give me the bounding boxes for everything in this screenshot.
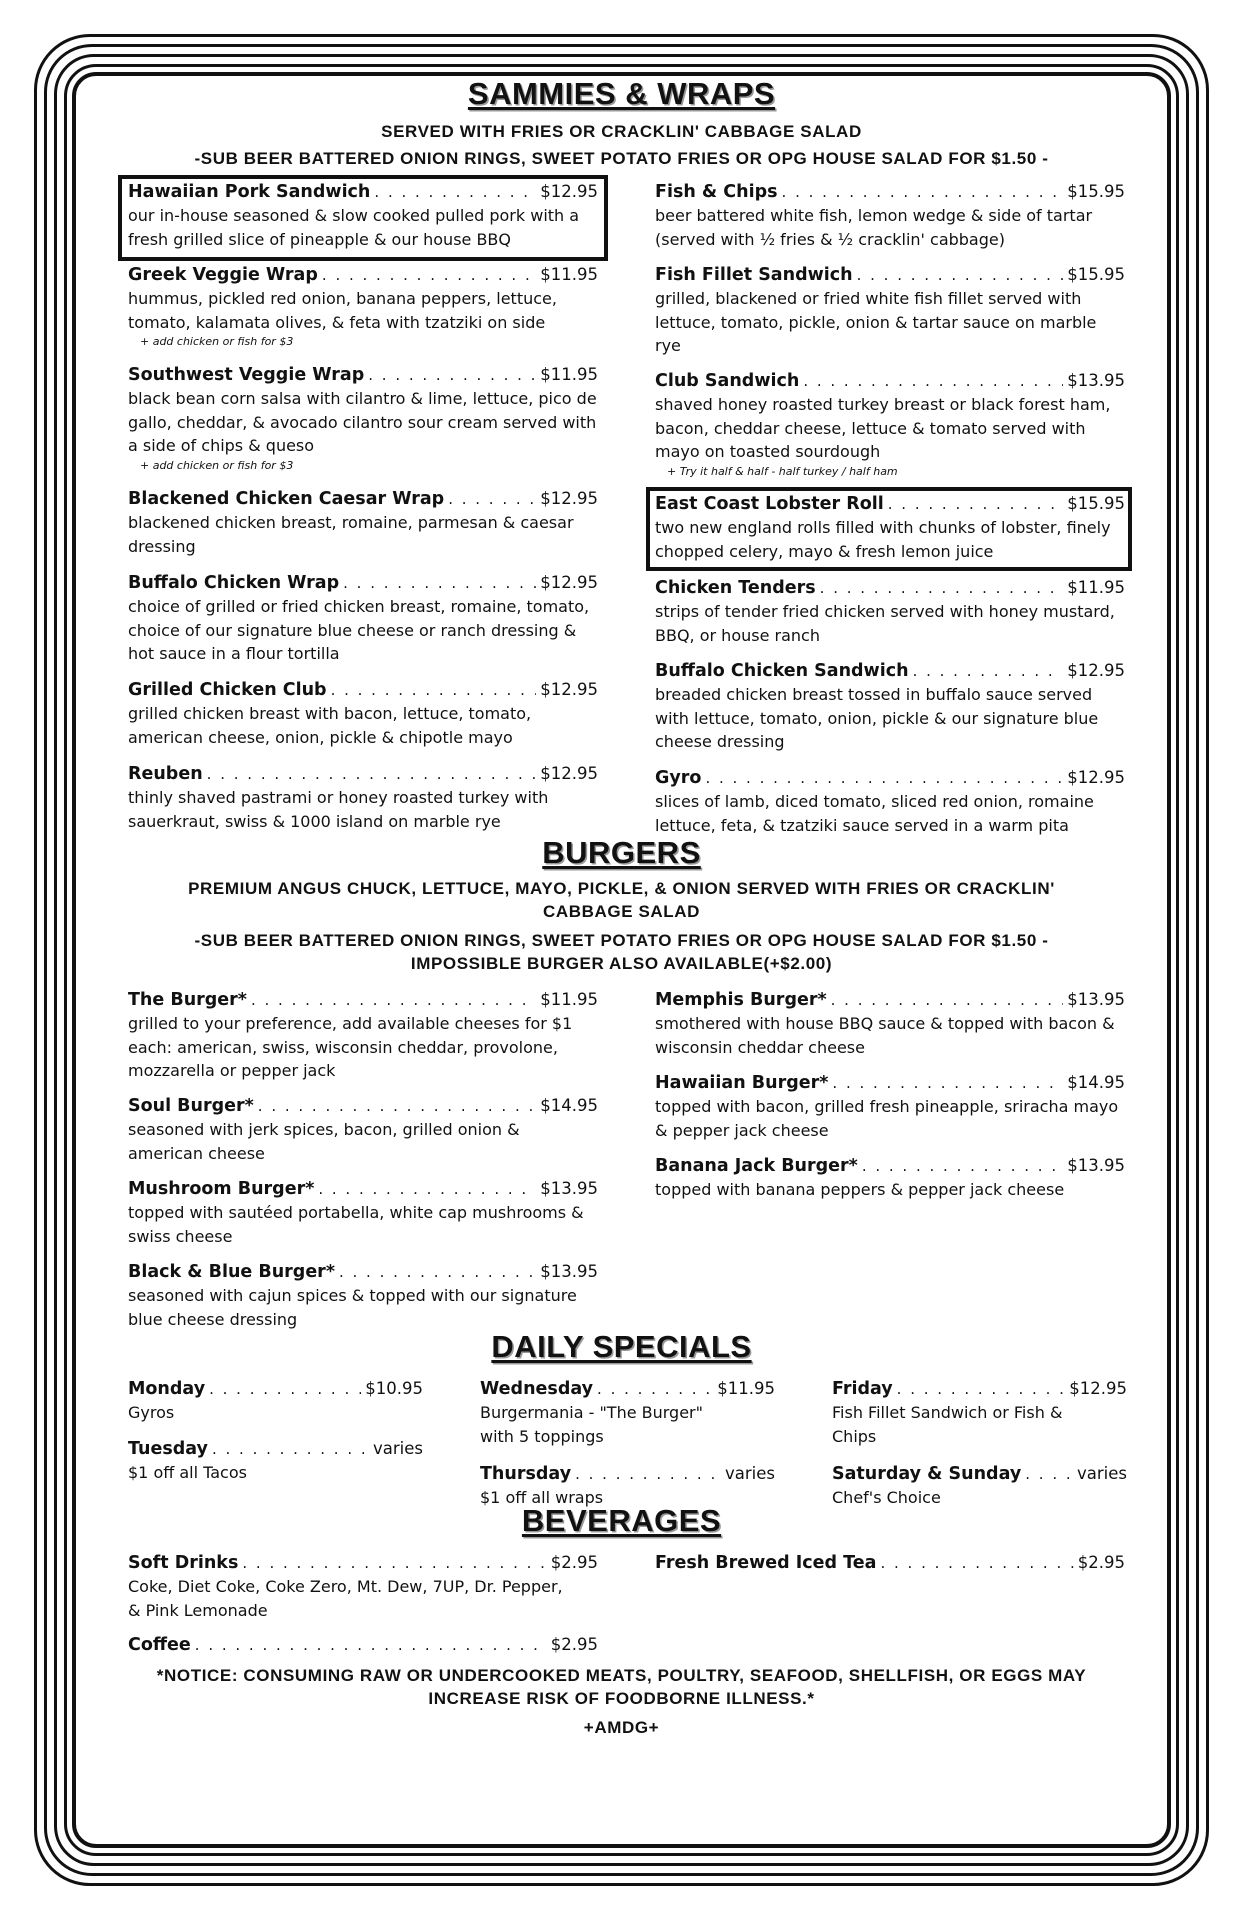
item-price: $13.95 [540,1179,598,1198]
menu-item [128,263,598,349]
menu-item [128,363,598,473]
item-name: Chicken Tenders [655,578,816,598]
item-name: Hawaiian Pork Sandwich [128,182,371,202]
item-name: Mushroom Burger* [128,1179,315,1199]
item-price: $12.95 [1067,768,1125,787]
menu-item [128,487,598,558]
sammies-sub-note: -SUB BEER BATTERED ONION RINGS, SWEET POTATO FRIES OR OPG HOUSE SALAD FOR $1.50 - [194,149,1049,168]
item-description: two new england rolls filled with chunks of lobster, finely chopped celery, mayo & fresh lemon juice [655,518,1111,561]
item-price: $11.95 [1067,578,1125,597]
special-item [128,1437,423,1485]
item-description: grilled chicken breast with bacon, lettuce, tomato, american cheese, onion, pickle & chipotle mayo [128,704,532,747]
beverages-title: BEVERAGES [521,1503,722,1538]
item-description: thinly shaved pastrami or honey roasted turkey with sauerkraut, swiss & 1000 island on marble rye [128,788,549,831]
item-description: seasoned with cajun spices & topped with our signature blue cheese dressing [128,1286,577,1329]
item-description: shaved honey roasted turkey breast or black forest ham, bacon, cheddar cheese, lettuce & tomato served with mayo on toasted sourdough [655,395,1111,461]
special-price: varies [1077,1464,1127,1483]
item-price: $2.95 [550,1635,598,1654]
menu-item [655,180,1125,251]
burgers-subtitle: PREMIUM ANGUS CHUCK, LETTUCE, MAYO, PICKLE, & ONION SERVED WITH FRIES OR CRACKLIN' CABBAGE SALAD [188,879,1055,921]
item-price: $12.95 [540,182,598,201]
item-price: $15.95 [1067,265,1125,284]
menu-item [128,1260,598,1331]
menu-item [128,762,598,833]
item-price: $13.95 [1067,371,1125,390]
special-price: varies [725,1464,775,1483]
item-description: Coke, Diet Coke, Coke Zero, Mt. Dew, 7UP, Dr. Pepper, & Pink Lemonade [128,1577,563,1620]
special-price: varies [373,1439,423,1458]
menu-item [655,1154,1125,1202]
item-name: Gyro [655,768,702,788]
menu-item [655,263,1125,358]
item-name: Buffalo Chicken Sandwich [655,661,909,681]
item-price: $13.95 [540,1262,598,1281]
item-description: seasoned with jerk spices, bacon, grilled onion & american cheese [128,1120,520,1163]
item-price: $14.95 [1067,1073,1125,1092]
item-name: Fish Fillet Sandwich [655,265,853,285]
item-name: Blackened Chicken Caesar Wrap [128,489,445,509]
item-price: $12.95 [540,680,598,699]
item-price: $11.95 [540,990,598,1009]
item-note: + add chicken or fish for $3 [140,458,294,472]
item-name: Club Sandwich [655,371,800,391]
item-name: Fish & Chips [655,182,778,202]
item-name: Banana Jack Burger* [655,1156,858,1176]
item-price: $13.95 [1067,1156,1125,1175]
item-price: $12.95 [540,489,598,508]
item-price: $13.95 [1067,990,1125,1009]
menu-item [128,1094,598,1165]
item-description: hummus, pickled red onion, banana peppers, lettuce, tomato, kalamata olives, & feta with tzatziki on side [128,289,557,332]
food-safety-notice: *NOTICE: CONSUMING RAW OR UNDERCOOKED MEATS, POULTRY, SEAFOOD, SHELLFISH, OR EGGS MAY INCREASE RISK OF FOODBORNE ILLNESS.* [156,1666,1087,1708]
special-day: Saturday & Sunday [832,1464,1022,1484]
beverage-item [128,1633,598,1657]
item-description: topped with banana peppers & pepper jack cheese [655,1180,1065,1199]
special-description: Gyros [128,1403,175,1422]
item-description: smothered with house BBQ sauce & topped with bacon & wisconsin cheddar cheese [655,1014,1115,1057]
sammies-title: SAMMIES & WRAPS [467,76,776,111]
item-name: Coffee [128,1635,191,1655]
item-name: Greek Veggie Wrap [128,265,318,285]
item-name: Soft Drinks [128,1553,239,1573]
menu-item [655,659,1125,754]
menu-item [655,988,1125,1059]
item-price: $14.95 [540,1096,598,1115]
special-description: $1 off all Tacos [128,1463,247,1482]
specials-title: DAILY SPECIALS [491,1329,752,1364]
menu-item [128,1177,598,1248]
special-item [832,1377,1127,1448]
special-day: Friday [832,1379,893,1399]
item-description: blackened chicken breast, romaine, parmesan & caesar dressing [128,513,574,556]
item-name: Fresh Brewed Iced Tea [655,1553,877,1573]
item-description: topped with bacon, grilled fresh pineapple, sriracha mayo & pepper jack cheese [655,1097,1119,1140]
menu-item [655,576,1125,647]
menu-item [655,369,1125,479]
special-description: Burgermania - "The Burger" with 5 toppings [480,1403,703,1446]
item-price: $15.95 [1067,182,1125,201]
item-description: topped with sautéed portabella, white cap mushrooms & swiss cheese [128,1203,584,1246]
menu-item [655,766,1125,837]
item-name: Southwest Veggie Wrap [128,365,365,385]
item-description: black bean corn salsa with cilantro & lime, lettuce, pico de gallo, cheddar, & avocado cilantro sour cream served with a side of chips & queso [128,389,597,455]
item-name: Grilled Chicken Club [128,680,327,700]
footer-mark: +AMDG+ [583,1718,660,1737]
special-day: Thursday [480,1464,572,1484]
item-note: + add chicken or fish for $3 [140,335,294,348]
menu-item [128,571,598,666]
item-price: $12.95 [1067,661,1125,680]
special-price: $12.95 [1069,1379,1127,1398]
beverage-item [655,1551,1125,1575]
item-price: $11.95 [540,365,598,384]
special-price: $11.95 [717,1379,775,1398]
burgers-title: BURGERS [542,835,701,870]
item-note: + Try it half & half - half turkey / half ham [667,464,898,478]
item-price: $11.95 [540,265,598,284]
special-description: Fish Fillet Sandwich or Fish & Chips [832,1403,1063,1446]
item-description: our in-house seasoned & slow cooked pulled pork with a fresh grilled slice of pineapple & our house BBQ [128,206,580,249]
item-price: $12.95 [540,573,598,592]
special-day: Monday [128,1379,206,1399]
item-description: choice of grilled or fried chicken breast, romaine, tomato, choice of our signature blue cheese or ranch dressing & hot sauce in a flour tortilla [128,597,590,663]
menu-item [655,492,1125,563]
item-name: East Coast Lobster Roll [655,494,884,514]
special-price: $10.95 [365,1379,423,1398]
item-name: Buffalo Chicken Wrap [128,573,340,593]
item-price: $12.95 [540,764,598,783]
item-description: breaded chicken breast tossed in buffalo sauce served with lettuce, tomato, onion, pickle & our signature blue cheese dressing [655,685,1099,751]
menu-item [128,988,598,1083]
item-description: grilled to your preference, add available cheeses for $1 each: american, swiss, wisconsin cheddar, provolone, mozzarella or pepper jack [128,1014,573,1080]
item-name: Soul Burger* [128,1096,254,1116]
special-description: Chef's Choice [832,1488,941,1507]
item-name: The Burger* [128,990,247,1010]
item-price: $15.95 [1067,494,1125,513]
item-name: Hawaiian Burger* [655,1073,829,1093]
item-description: slices of lamb, diced tomato, sliced red onion, romaine lettuce, feta, & tzatziki sauce served in a warm pita [655,792,1094,835]
special-day: Tuesday [128,1439,208,1459]
item-price: $2.95 [1077,1553,1125,1572]
special-description: $1 off all wraps [480,1488,604,1507]
special-day: Wednesday [480,1379,594,1399]
item-description: beer battered white fish, lemon wedge & side of tartar (served with ½ fries & ½ cracklin' cabbage) [655,206,1093,249]
item-price: $2.95 [550,1553,598,1572]
special-item [128,1377,423,1425]
item-description: grilled, blackened or fried white fish fillet served with lettuce, tomato, pickle, onion & tartar sauce on marble rye [655,289,1097,355]
item-name: Black & Blue Burger* [128,1262,335,1282]
beverage-item [128,1551,598,1622]
menu-item [128,180,598,251]
special-item [480,1377,775,1448]
item-name: Reuben [128,764,203,784]
menu-item [128,678,598,749]
sammies-subtitle: SERVED WITH FRIES OR CRACKLIN' CABBAGE SALAD [381,122,862,141]
item-name: Memphis Burger* [655,990,827,1010]
item-description: strips of tender fried chicken served with honey mustard, BBQ, or house ranch [655,602,1115,645]
burgers-sub-note: -SUB BEER BATTERED ONION RINGS, SWEET POTATO FRIES OR OPG HOUSE SALAD FOR $1.50 - IMPOSSIBLE BURGER ALSO AVAILABLE(+$2.00) [194,931,1049,973]
menu-item [655,1071,1125,1142]
